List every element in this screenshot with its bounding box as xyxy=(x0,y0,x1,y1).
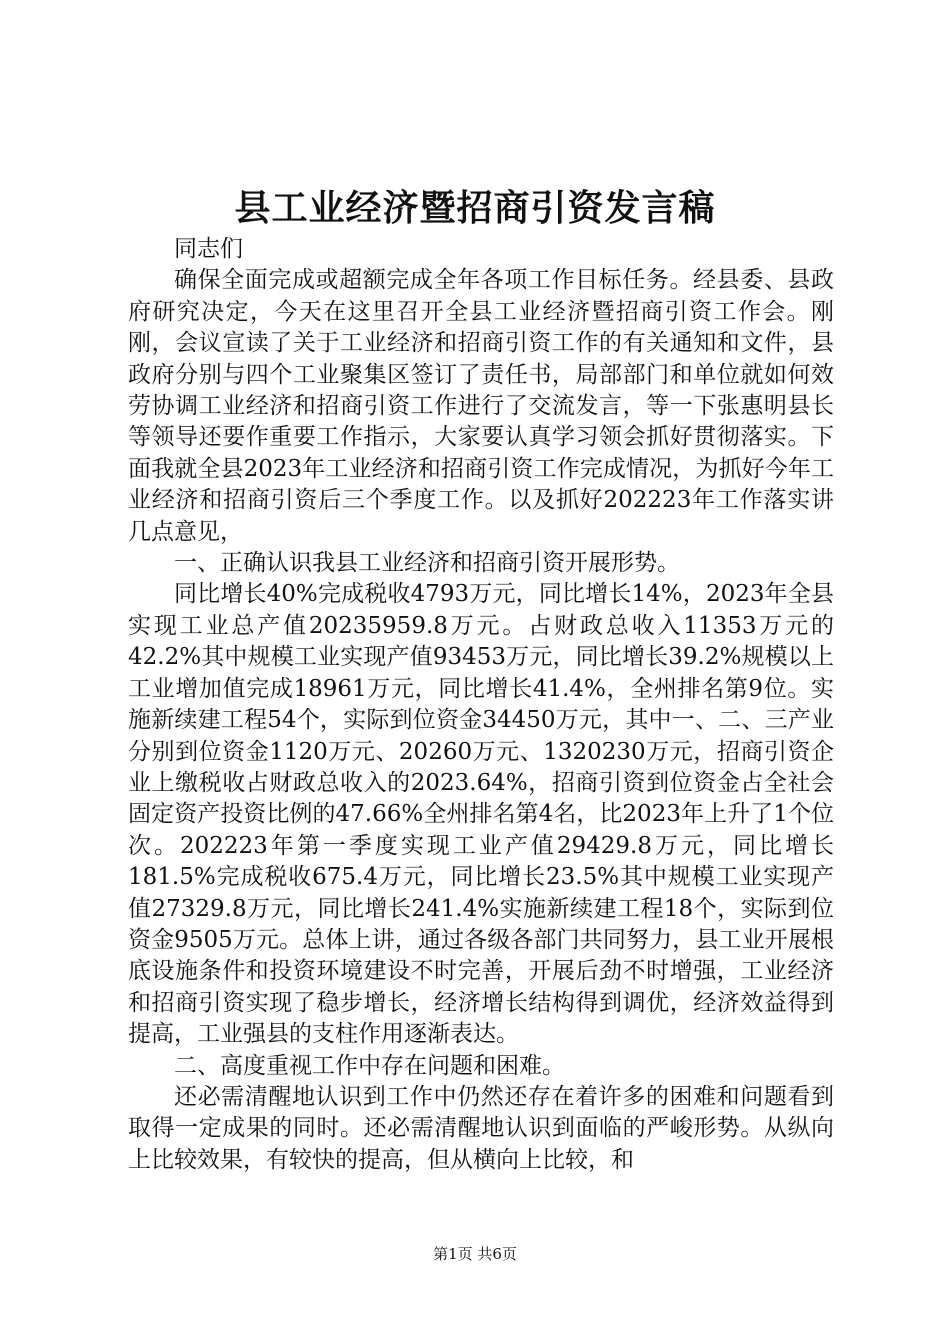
section-heading-1: 一、正确认识我县工业经济和招商引资开展形势。 xyxy=(174,550,680,577)
paragraph-statistics: 同比增长40%完成税收4793万元，同比增长14%，2023年全县实现工业总产值20235959.8万元。占财政总收入11353万元的42.2%其中规模工业实现产值93453万元，同比增长39.2%规模以上工业增加值完成18961万元，同比增长41.4%，全州排名第9位。实施新续建工程54个，实际到位资金34450万元，其中一、二、三产业分别到位资金1120万元、20260万元、1320230万元，招商引资企业上缴税收占财政总收入的2023.64%，招商引资到位资金占全社会固定资产投资比例的47.66%全州排名第4名，比2023年上升了1个位次。202223年第一季度实现工业产值29429.8万元，同比增长181.5%完成税收675.4万元，同比增长23.5%其中规模工业实现产值27329.8万元，同比增长241.4%实施新续建工程18个，实际到位资金9505万元。总体上讲，通过各级各部门共同努力，县工业开展根底设施条件和投资环境建设不时完善，开展后劲不时增强，工业经济和招商引资实现了稳步增长，经济增长结构得到调优，经济效益得到提高，工业强县的支柱作用逐渐表达。 xyxy=(128,581,834,1048)
page-footer: 第1页 共6页 xyxy=(433,1245,517,1263)
document-title: 县工业经济暨招商引资发言稿 xyxy=(234,187,716,229)
paragraph-problems: 还必需清醒地认识到工作中仍然还存在着许多的困难和问题看到取得一定成果的同时。还必需清醒地认识到面临的严峻形势。从纵向上比较效果，有较快的提高，但从横向上比较，和 xyxy=(128,1083,834,1173)
paragraph-salutation: 同志们 xyxy=(174,236,243,262)
document-body xyxy=(128,234,834,1176)
paragraph-intro: 确保全面完成或超额完成全年各项工作目标任务。经县委、县政府研究决定，今天在这里召开全县工业经济暨招商引资工作会。刚刚，会议宣读了关于工业经济和招商引资工作的有关通知和文件，县政府分别与四个工业聚集区签订了责任书，局部部门和单位就如何效劳协调工业经济和招商引资工作进行了交流发言，等一下张惠明县长等领导还要作重要工作指示，大家要认真学习领会抓好贯彻落实。下面我就全县2023年工业经济和招商引资工作完成情况，为抓好今年工业经济和招商引资后三个季度工作。以及抓好202223年工作落实讲几点意见， xyxy=(128,267,834,545)
section-heading-2: 二、高度重视工作中存在问题和困难。 xyxy=(174,1052,565,1079)
